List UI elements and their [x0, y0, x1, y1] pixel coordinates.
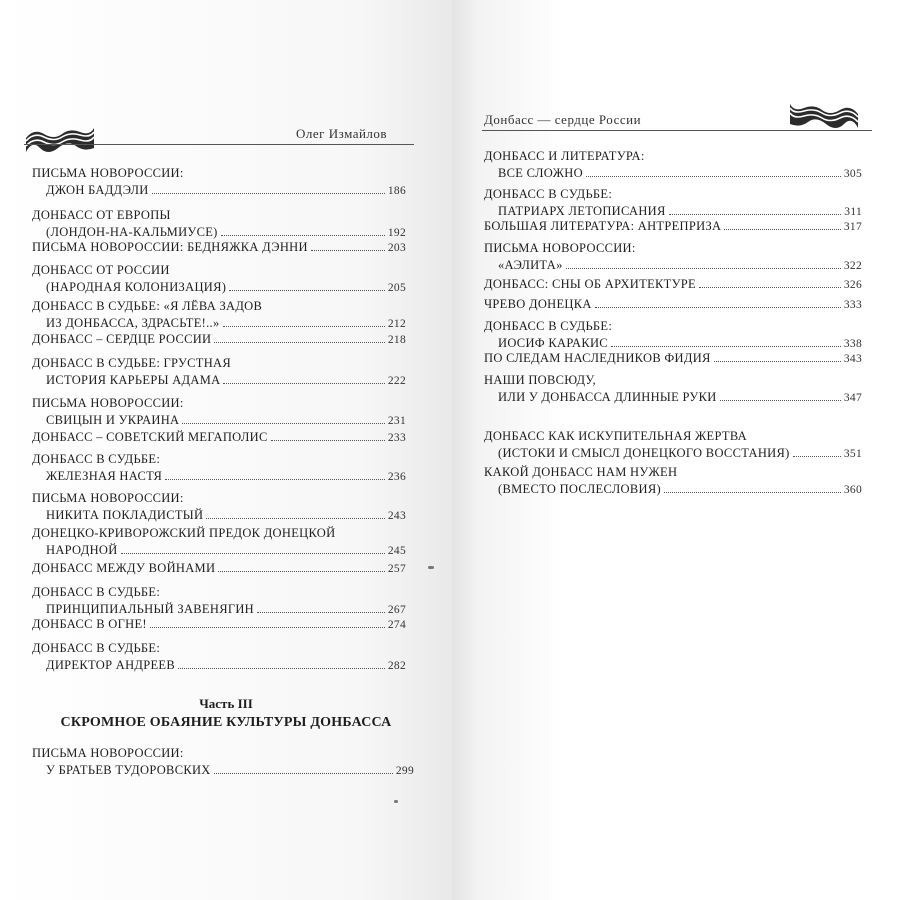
toc-entry-line	[32, 560, 406, 578]
toc-entry-line	[32, 507, 406, 525]
page-number: 257	[387, 563, 406, 575]
toc-entry	[32, 584, 406, 619]
toc-entry-line	[484, 481, 862, 499]
page-number: 305	[843, 168, 862, 180]
toc-entry-title: ПИСЬМА НОВОРОССИИ:	[32, 166, 184, 180]
toc-entry-subtitle: НАРОДНОЙ	[46, 543, 118, 557]
toc-entry-title: ДОНБАСС КАК ИСКУПИТЕЛЬНАЯ ЖЕРТВА	[484, 429, 748, 443]
toc-entry	[32, 745, 414, 780]
toc-entry-title: ДОНБАСС В СУДЬБЕ:	[32, 452, 161, 466]
toc-entry-subtitle: ПАТРИАРХ ЛЕТОПИСАНИЯ	[498, 204, 666, 218]
leader-dots	[669, 203, 842, 215]
leader-dots	[121, 542, 385, 554]
toc-entry-line	[484, 296, 862, 314]
toc-entry	[484, 372, 862, 407]
leader-dots	[724, 218, 840, 230]
toc-entry	[32, 640, 406, 675]
toc-entry-line	[32, 762, 414, 780]
toc-entry-line	[32, 207, 406, 224]
part-number: Часть III	[199, 696, 253, 711]
leader-dots	[586, 165, 841, 177]
toc-entry-line	[484, 240, 862, 257]
toc-entry-title: БОЛЬШАЯ ЛИТЕРАТУРА: АНТРЕПРИЗА	[484, 219, 722, 233]
toc-entry	[484, 296, 862, 314]
toc-entry-title: ДОНБАСС В СУДЬБЕ:	[484, 319, 613, 333]
toc-entry	[484, 464, 862, 499]
leader-dots	[714, 350, 841, 362]
paper-speck	[394, 800, 398, 803]
toc-entry-subtitle: У БРАТЬЕВ ТУДОРОВСКИХ	[46, 763, 211, 777]
toc-entry-line	[32, 262, 406, 279]
toc-entry-subtitle: ИЛИ У ДОНБАССА ДЛИННЫЕ РУКИ	[498, 390, 717, 404]
toc-entry	[32, 331, 406, 349]
toc-entry-line	[484, 148, 862, 165]
toc-entry-title: ДОНБАСС: СНЫ ОБ АРХИТЕКТУРЕ	[484, 277, 696, 291]
page-number: 338	[843, 338, 862, 350]
leader-dots	[178, 657, 385, 669]
toc-entry	[32, 262, 406, 297]
toc-entry-subtitle: (ВМЕСТО ПОСЛЕСЛОВИЯ)	[498, 482, 661, 496]
page-number: 360	[843, 484, 862, 496]
page-number: 231	[387, 415, 406, 427]
toc-entry-line	[484, 257, 862, 275]
leader-dots	[229, 279, 385, 291]
toc-entry	[32, 355, 406, 390]
toc-entry	[484, 318, 862, 353]
toc-entry-line	[32, 239, 406, 257]
toc-entry-line	[32, 451, 406, 468]
page-number: 218	[387, 334, 406, 346]
right-header-rule	[482, 130, 872, 131]
toc-entry-line	[32, 395, 406, 412]
toc-entry-line	[32, 355, 406, 372]
toc-entry-title: ДОНБАСС ОТ РОССИИ	[32, 263, 170, 277]
leader-dots	[223, 372, 384, 384]
toc-entry-subtitle: ДИРЕКТОР АНДРЕЕВ	[46, 658, 175, 672]
page-number: 212	[387, 318, 406, 330]
toc-entry	[32, 207, 406, 242]
leader-dots	[152, 182, 385, 194]
page-number: 243	[387, 510, 406, 522]
toc-entry-subtitle: ВСЕ СЛОЖНО	[498, 166, 583, 180]
leader-dots	[611, 335, 841, 347]
toc-entry-line	[484, 445, 862, 463]
toc-entry	[484, 428, 862, 463]
leader-dots	[182, 412, 384, 424]
right-page	[452, 0, 900, 900]
toc-entry-subtitle: (ЛОНДОН-НА-КАЛЬМИУСЕ)	[46, 225, 218, 239]
toc-entry-line	[32, 616, 406, 634]
toc-entry-line	[32, 182, 406, 200]
leader-dots	[206, 507, 385, 519]
paper-speck	[428, 566, 434, 569]
toc-entry-subtitle: (ИСТОКИ И СМЫСЛ ДОНЕЦКОГО ВОССТАНИЯ)	[498, 446, 790, 460]
toc-entry-subtitle: (НАРОДНАЯ КОЛОНИЗАЦИЯ)	[46, 280, 227, 294]
toc-entry-line	[32, 490, 406, 507]
toc-entry-line	[484, 165, 862, 183]
toc-entry	[32, 525, 406, 560]
toc-entry	[484, 350, 862, 368]
toc-entry-title: ДОНБАСС В ОГНЕ!	[32, 617, 147, 631]
toc-entry-line	[484, 372, 862, 389]
page-number: 311	[844, 206, 862, 218]
toc-entry-line	[32, 298, 406, 315]
toc-entry	[32, 395, 406, 430]
part-title: СКРОМНОЕ ОБАЯНИЕ КУЛЬТУРЫ ДОНБАССА	[60, 715, 392, 730]
toc-entry-title: ДОНБАСС МЕЖДУ ВОЙНАМИ	[32, 561, 216, 575]
toc-entry-title: ДОНБАСС В СУДЬБЕ: ГРУСТНАЯ	[32, 356, 232, 370]
toc-entry-title: ЧРЕВО ДОНЕЦКА	[484, 297, 592, 311]
toc-entry-subtitle: «АЭЛИТА»	[498, 258, 563, 272]
page-number: 205	[387, 282, 406, 294]
toc-entry-line	[32, 657, 406, 675]
leader-dots	[595, 296, 841, 308]
toc-entry-title: ДОНБАСС В СУДЬБЕ: «Я ЛЁВА ЗАДОВ	[32, 299, 263, 313]
toc-entry	[32, 616, 406, 634]
leader-dots	[566, 257, 841, 269]
toc-entry	[32, 298, 406, 333]
page-number: 343	[843, 353, 862, 365]
toc-entry	[32, 239, 406, 257]
toc-entry-subtitle: ДЖОН БАДДЭЛИ	[46, 183, 149, 197]
left-running-header: Олег Измайлов	[296, 126, 388, 141]
toc-entry-line	[484, 389, 862, 407]
toc-entry-line	[484, 186, 862, 203]
page-number: 192	[387, 227, 406, 239]
leader-dots	[214, 331, 384, 343]
toc-entry-title: ПИСЬМА НОВОРОССИИ:	[32, 491, 184, 505]
leader-dots	[664, 481, 841, 493]
toc-entry-line	[484, 276, 862, 294]
st-george-ribbon-icon	[788, 100, 860, 130]
toc-entry-title: ДОНБАСС – СЕРДЦЕ РОССИИ	[32, 332, 212, 346]
toc-entry-line	[32, 745, 414, 762]
page-number: 282	[387, 660, 406, 672]
toc-entry	[32, 490, 406, 525]
page-number: 299	[395, 765, 414, 777]
toc-entry-title: ДОНБАСС – СОВЕТСКИЙ МЕГАПОЛИС	[32, 430, 268, 444]
page-number: 322	[843, 260, 862, 272]
toc-entry-title: ДОНБАСС В СУДЬБЕ:	[484, 187, 613, 201]
page-number: 351	[843, 448, 862, 460]
toc-entry-line	[484, 464, 862, 481]
toc-entry	[484, 276, 862, 294]
page-number: 233	[387, 432, 406, 444]
toc-entry-line	[32, 468, 406, 486]
toc-entry-line	[32, 412, 406, 430]
toc-entry-subtitle: ИОСИФ КАРАКИС	[498, 336, 608, 350]
toc-entry-title: ПИСЬМА НОВОРОССИИ:	[32, 396, 184, 410]
toc-entry-line	[32, 640, 406, 657]
st-george-ribbon-icon	[24, 124, 96, 154]
leader-dots	[271, 429, 385, 441]
toc-entry-line	[484, 350, 862, 368]
leader-dots	[165, 468, 385, 480]
left-header-rule	[24, 144, 414, 145]
toc-entry	[32, 165, 406, 200]
toc-entry-line	[32, 584, 406, 601]
page-number: 274	[387, 619, 406, 631]
toc-entry	[484, 148, 862, 183]
page-number: 186	[387, 185, 406, 197]
toc-entry-line	[32, 542, 406, 560]
toc-entry	[32, 560, 406, 578]
leader-dots	[214, 762, 393, 774]
toc-entry-subtitle: ИСТОРИЯ КАРЬЕРЫ АДАМА	[46, 373, 221, 387]
page-number: 333	[843, 299, 862, 311]
toc-entry	[32, 429, 406, 447]
toc-entry-title: ПО СЛЕДАМ НАСЛЕДНИКОВ ФИДИЯ	[484, 351, 711, 365]
toc-entry-subtitle: СВИЦЫН И УКРАИНА	[46, 413, 180, 427]
leader-dots	[218, 560, 385, 572]
toc-entry-subtitle: ЖЕЛЕЗНАЯ НАСТЯ	[46, 469, 163, 483]
leader-dots	[257, 601, 385, 613]
page-number: 236	[387, 471, 406, 483]
page-number: 347	[843, 392, 862, 404]
toc-entry-line	[32, 372, 406, 390]
leader-dots	[150, 616, 385, 628]
toc-entry-title: ДОНБАСС И ЛИТЕРАТУРА:	[484, 149, 645, 163]
page-number: 203	[387, 242, 406, 254]
leader-dots	[221, 224, 385, 236]
page-number: 245	[387, 545, 406, 557]
toc-entry-title: НАШИ ПОВСЮДУ,	[484, 373, 596, 387]
toc-entry	[484, 218, 862, 236]
toc-entry	[32, 451, 406, 486]
toc-entry-title: ПИСЬМА НОВОРОССИИ:	[32, 746, 184, 760]
toc-entry-title: ДОНЕЦКО-КРИВОРОЖСКИЙ ПРЕДОК ДОНЕЦКОЙ	[32, 526, 336, 540]
toc-entry-title: ДОНБАСС В СУДЬБЕ:	[32, 585, 161, 599]
toc-entry-line	[484, 428, 862, 445]
leader-dots	[223, 315, 385, 327]
leader-dots	[699, 276, 841, 288]
page-number: 326	[843, 279, 862, 291]
right-running-header: Донбасс — сердце России	[484, 112, 642, 127]
toc-entry	[484, 240, 862, 275]
leader-dots	[793, 445, 841, 457]
toc-entry-line	[32, 331, 406, 349]
toc-entry-title: ПИСЬМА НОВОРОССИИ: БЕДНЯЖКА ДЭННИ	[32, 240, 308, 254]
toc-entry-title: ДОНБАСС ОТ ЕВРОПЫ	[32, 208, 171, 222]
toc-entry-line	[32, 279, 406, 297]
toc-entry	[484, 186, 862, 221]
toc-entry-line	[32, 429, 406, 447]
toc-entry-title: КАКОЙ ДОНБАСС НАМ НУЖЕН	[484, 465, 678, 479]
page-number: 267	[387, 604, 406, 616]
toc-entry-line	[484, 318, 862, 335]
page-number: 222	[387, 375, 406, 387]
leader-dots	[720, 389, 841, 401]
toc-entry-subtitle: ИЗ ДОНБАССА, ЗДРАСЬТЕ!..»	[46, 316, 220, 330]
leader-dots	[311, 239, 385, 251]
toc-entry-subtitle: НИКИТА ПОКЛАДИСТЫЙ	[46, 508, 204, 522]
toc-entry-line	[484, 218, 862, 236]
toc-entry-title: ПИСЬМА НОВОРОССИИ:	[484, 241, 636, 255]
page-number: 317	[843, 221, 862, 233]
toc-entry-subtitle: ПРИНЦИПИАЛЬНЫЙ ЗАВЕНЯГИН	[46, 602, 255, 616]
toc-entry-line	[32, 165, 406, 182]
toc-entry-title: ДОНБАСС В СУДЬБЕ:	[32, 641, 161, 655]
toc-entry-line	[32, 525, 406, 542]
